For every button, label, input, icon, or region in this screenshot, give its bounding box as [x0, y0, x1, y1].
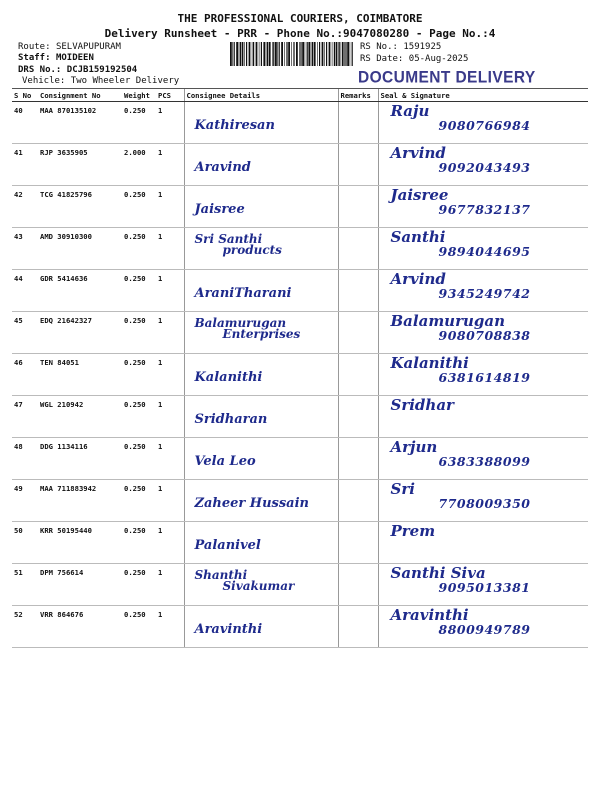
- row-pcs: 1: [156, 312, 184, 354]
- col-consignment: Consignment No: [38, 89, 122, 102]
- col-signature: Seal & Signature: [378, 89, 588, 102]
- vehicle-line: [22, 76, 179, 86]
- row-weight: 0.250: [122, 396, 156, 438]
- row-pcs: 1: [156, 144, 184, 186]
- table-row: [12, 606, 588, 648]
- row-sno: 42: [12, 186, 38, 228]
- row-pcs: 1: [156, 354, 184, 396]
- row-remarks: [338, 480, 378, 522]
- row-pcs: 1: [156, 270, 184, 312]
- row-signature: [378, 228, 588, 270]
- row-remarks: [338, 564, 378, 606]
- staff-label: Staff:: [18, 53, 51, 63]
- row-consignee: [184, 564, 338, 606]
- row-consignee: [184, 102, 338, 144]
- table-header-row: [12, 89, 588, 102]
- row-weight: 0.250: [122, 480, 156, 522]
- row-sno: 46: [12, 354, 38, 396]
- row-consignee: [184, 144, 338, 186]
- row-signature: [378, 396, 588, 438]
- table-row: [12, 186, 588, 228]
- table-row: [12, 522, 588, 564]
- consignee-line-2: Sivakumar: [222, 579, 295, 593]
- signature-scrawl: Arvind: [390, 144, 446, 162]
- signature-scrawl: Jaisree: [390, 186, 449, 204]
- table-row: [12, 438, 588, 480]
- consignee-line-1: Vela Leo: [194, 454, 256, 469]
- table-row: [12, 354, 588, 396]
- row-consignee: [184, 354, 338, 396]
- row-remarks: [338, 144, 378, 186]
- row-signature: [378, 438, 588, 480]
- rs-date-label: RS Date:: [360, 54, 404, 64]
- row-sno: 48: [12, 438, 38, 480]
- runsheet-table: [12, 88, 588, 648]
- row-remarks: [338, 312, 378, 354]
- rs-date-value: 05-Aug-2025: [408, 54, 469, 64]
- row-signature: [378, 186, 588, 228]
- row-sno: 43: [12, 228, 38, 270]
- rs-no-value: 1591925: [403, 42, 442, 52]
- row-consignment-no: DDG 1134116: [38, 438, 122, 480]
- row-sno: 52: [12, 606, 38, 648]
- row-consignee: [184, 186, 338, 228]
- consignee-line-2: Enterprises: [222, 327, 301, 341]
- consignee-line-1: Aravind: [194, 160, 251, 175]
- col-remarks: Remarks: [338, 89, 378, 102]
- row-remarks: [338, 354, 378, 396]
- consignee-line-1: Balamurugan: [194, 316, 287, 330]
- consignee-name: [195, 160, 251, 175]
- row-weight: 0.250: [122, 186, 156, 228]
- row-consignee: [184, 522, 338, 564]
- row-remarks: [338, 606, 378, 648]
- consignee-line-1: Kathiresan: [194, 118, 275, 133]
- route-label: Route:: [18, 42, 51, 52]
- row-consignee: [184, 396, 338, 438]
- consignee-line-1: AraniTharani: [194, 286, 292, 301]
- consignee-line-1: Sri Santhi: [194, 232, 263, 246]
- table-row: [12, 228, 588, 270]
- row-consignee: [184, 438, 338, 480]
- signature-scrawl: Balamurugan: [390, 312, 506, 330]
- row-consignee: [184, 480, 338, 522]
- row-sno: 50: [12, 522, 38, 564]
- consignee-name: [195, 234, 282, 256]
- row-signature: [378, 480, 588, 522]
- consignee-name: [195, 412, 268, 427]
- row-consignment-no: KRR 50195440: [38, 522, 122, 564]
- drs-label: DRS No.:: [18, 65, 62, 75]
- runsheet-table-wrap: [12, 88, 588, 648]
- consignee-name: [195, 202, 245, 217]
- row-weight: 0.250: [122, 438, 156, 480]
- rs-date-line: [360, 54, 468, 64]
- row-remarks: [338, 522, 378, 564]
- handwritten-phone: 9095013381: [438, 580, 531, 595]
- row-weight: 2.000: [122, 144, 156, 186]
- consignee-name: [195, 454, 256, 469]
- table-row: [12, 396, 588, 438]
- row-sno: 49: [12, 480, 38, 522]
- signature-scrawl: Sri: [390, 480, 415, 498]
- consignee-line-1: Shanthi: [194, 568, 248, 582]
- consignee-name: [195, 538, 261, 553]
- col-sno: S No: [12, 89, 38, 102]
- handwritten-phone: 9677832137: [438, 202, 531, 217]
- barcode-image: [230, 42, 355, 66]
- row-consignment-no: MAA 870135102: [38, 102, 122, 144]
- handwritten-phone: 9080708838: [438, 328, 531, 343]
- row-consignment-no: DPM 756614: [38, 564, 122, 606]
- row-remarks: [338, 102, 378, 144]
- row-consignment-no: RJP 3635905: [38, 144, 122, 186]
- row-pcs: 1: [156, 186, 184, 228]
- row-weight: 0.250: [122, 312, 156, 354]
- runsheet-subtitle: Delivery Runsheet - PRR - Phone No.:9047080280 - Page No.:4: [104, 27, 496, 40]
- consignee-name: [195, 496, 309, 511]
- row-consignment-no: MAA 711883942: [38, 480, 122, 522]
- row-weight: 0.250: [122, 102, 156, 144]
- consignee-name: [195, 622, 263, 637]
- row-signature: [378, 144, 588, 186]
- row-consignment-no: AMD 30910300: [38, 228, 122, 270]
- signature-scrawl: Aravinthi: [390, 606, 469, 624]
- drs-line: [18, 65, 137, 75]
- staff-value: MOIDEEN: [55, 53, 94, 63]
- row-sno: 40: [12, 102, 38, 144]
- row-remarks: [338, 270, 378, 312]
- consignee-name: [195, 370, 263, 385]
- row-consignee: [184, 270, 338, 312]
- row-weight: 0.250: [122, 228, 156, 270]
- row-consignment-no: VRR 864676: [38, 606, 122, 648]
- row-consignment-no: GDR 5414636: [38, 270, 122, 312]
- row-pcs: 1: [156, 606, 184, 648]
- table-row: [12, 102, 588, 144]
- row-signature: [378, 522, 588, 564]
- table-row: [12, 144, 588, 186]
- row-remarks: [338, 186, 378, 228]
- row-pcs: 1: [156, 396, 184, 438]
- consignee-name: [195, 286, 292, 301]
- handwritten-phone: 8800949789: [438, 622, 531, 637]
- row-signature: [378, 606, 588, 648]
- consignee-line-1: Sridharan: [194, 412, 268, 427]
- consignee-line-2: products: [222, 243, 282, 257]
- handwritten-phone: 6381614819: [438, 370, 531, 385]
- row-consignee: [184, 312, 338, 354]
- row-weight: 0.250: [122, 564, 156, 606]
- row-signature: [378, 270, 588, 312]
- signature-scrawl: Arjun: [390, 438, 438, 456]
- table-row: [12, 480, 588, 522]
- row-sno: 45: [12, 312, 38, 354]
- route-line: [18, 42, 121, 52]
- handwritten-phone: 9894044695: [438, 244, 531, 259]
- row-signature: [378, 102, 588, 144]
- row-consignee: [184, 228, 338, 270]
- row-pcs: 1: [156, 564, 184, 606]
- handwritten-phone: 6383388099: [438, 454, 531, 469]
- row-pcs: 1: [156, 228, 184, 270]
- consignee-name: [195, 318, 301, 340]
- table-row: [12, 270, 588, 312]
- rs-no-label: RS No.:: [360, 42, 398, 52]
- consignee-name: [195, 570, 295, 592]
- vehicle-value: Two Wheeler Delivery: [70, 76, 180, 86]
- signature-scrawl: Santhi Siva: [390, 564, 486, 582]
- signature-scrawl: Prem: [390, 522, 436, 540]
- consignee-line-1: Zaheer Hussain: [194, 496, 309, 511]
- staff-line: [18, 53, 94, 63]
- row-consignment-no: EDQ 21642327: [38, 312, 122, 354]
- row-signature: [378, 312, 588, 354]
- row-remarks: [338, 396, 378, 438]
- row-sno: 47: [12, 396, 38, 438]
- row-sno: 51: [12, 564, 38, 606]
- drs-value: DCJB159192504: [66, 65, 138, 75]
- row-sno: 44: [12, 270, 38, 312]
- signature-scrawl: Santhi: [390, 228, 446, 246]
- row-remarks: [338, 438, 378, 480]
- row-consignment-no: WGL 210942: [38, 396, 122, 438]
- signature-scrawl: Raju: [390, 102, 430, 120]
- route-value: SELVAPUPURAM: [55, 42, 121, 52]
- row-consignment-no: TCG 41825796: [38, 186, 122, 228]
- company-title: THE PROFESSIONAL COURIERS, COIMBATORE: [177, 12, 423, 25]
- row-pcs: 1: [156, 438, 184, 480]
- row-weight: 0.250: [122, 270, 156, 312]
- signature-scrawl: Kalanithi: [390, 354, 469, 372]
- row-signature: [378, 354, 588, 396]
- row-sno: 41: [12, 144, 38, 186]
- row-consignee: [184, 606, 338, 648]
- consignee-line-1: Aravinthi: [194, 622, 263, 637]
- handwritten-phone: 9080766984: [438, 118, 531, 133]
- col-consignee: Consignee Details: [184, 89, 338, 102]
- consignee-line-1: Kalanithi: [194, 370, 263, 385]
- handwritten-phone: 9092043493: [438, 160, 531, 175]
- row-pcs: 1: [156, 522, 184, 564]
- handwritten-phone: 9345249742: [438, 286, 531, 301]
- handwritten-phone: 7708009350: [438, 496, 531, 511]
- col-weight: Weight: [122, 89, 156, 102]
- row-weight: 0.250: [122, 606, 156, 648]
- signature-scrawl: Arvind: [390, 270, 446, 288]
- row-pcs: 1: [156, 480, 184, 522]
- row-consignment-no: TEN 84051: [38, 354, 122, 396]
- col-pcs: PCS: [156, 89, 184, 102]
- row-weight: 0.250: [122, 522, 156, 564]
- row-weight: 0.250: [122, 354, 156, 396]
- rs-no-line: [360, 42, 441, 52]
- consignee-name: [195, 118, 275, 133]
- row-signature: [378, 564, 588, 606]
- table-row: [12, 312, 588, 354]
- vehicle-label: Vehicle:: [22, 76, 66, 86]
- row-pcs: 1: [156, 102, 184, 144]
- document-delivery-stamp: DOCUMENT DELIVERY: [358, 68, 536, 87]
- row-remarks: [338, 228, 378, 270]
- consignee-line-1: Palanivel: [194, 538, 261, 553]
- signature-scrawl: Sridhar: [390, 396, 454, 414]
- consignee-line-1: Jaisree: [194, 202, 245, 217]
- table-row: [12, 564, 588, 606]
